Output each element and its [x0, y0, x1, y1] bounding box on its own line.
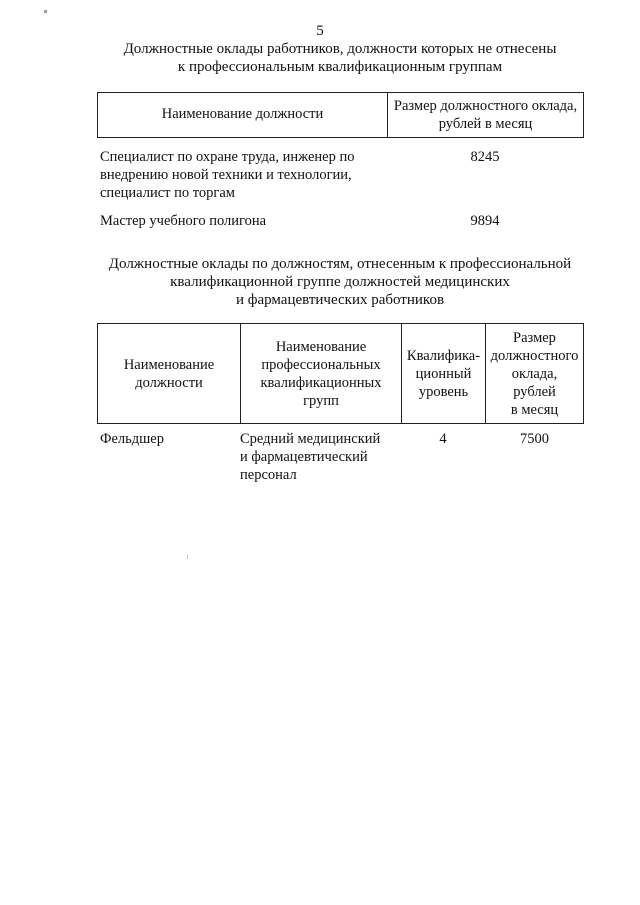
group-line: Средний медицинский: [240, 431, 381, 447]
position-line: специалист по торгам: [100, 185, 235, 201]
header-line: Наименование: [123, 356, 215, 373]
table2-header: [97, 323, 584, 424]
table2-row-position: Фельдшер: [100, 431, 164, 447]
header-line: квалификационных: [260, 374, 382, 391]
table2-row: [100, 430, 584, 484]
scan-artifact: [187, 555, 188, 559]
page-number: 5: [316, 23, 324, 39]
table2-header-group: [241, 324, 402, 423]
header-line: должности: [135, 374, 203, 391]
section1-title: [80, 40, 600, 76]
header-line: Размер: [513, 329, 556, 346]
table2-header-level: [402, 324, 486, 423]
table2-header-position: [98, 324, 241, 423]
header-line: должностного: [490, 347, 579, 364]
header-line: групп: [303, 392, 339, 409]
table1-row-salary: 8245: [470, 149, 500, 165]
header-line: уровень: [418, 383, 469, 400]
header-line: оклада,: [511, 365, 558, 382]
group-line: и фармацевтический: [240, 449, 368, 465]
table1-row: [100, 212, 584, 230]
scan-artifact: [44, 10, 47, 13]
section2-title: [70, 255, 610, 309]
position-line: Мастер учебного полигона: [100, 213, 267, 229]
table1-row: [100, 148, 584, 202]
group-line: персонал: [240, 467, 297, 483]
position-line: внедрению новой техники и технологии,: [100, 167, 352, 183]
header-line: в месяц: [510, 401, 559, 418]
table1-header-position: Наименование должности: [98, 93, 388, 137]
table2-header-salary: [486, 324, 583, 423]
section2-title-line: Должностные оклады по должностям, отнесенным к профессиональной: [108, 256, 572, 272]
header-line: профессиональных: [261, 356, 381, 373]
table1-header-salary: Размер должностного оклада, рублей в месяц: [393, 98, 578, 132]
header-line: рублей: [513, 383, 556, 400]
section1-title-line: к профессиональным квалификационным группам: [177, 59, 503, 75]
header-line: Квалифика-: [406, 347, 481, 364]
table2-row-level: 4: [439, 431, 447, 447]
header-line: ционный: [415, 365, 472, 382]
table2-row-salary: 7500: [520, 431, 549, 447]
section2-title-line: квалификационной группе должностей медицинских: [170, 274, 510, 290]
table1-header: [97, 92, 584, 138]
section2-title-line: и фармацевтических работников: [235, 292, 445, 308]
header-line: Наименование: [275, 338, 367, 355]
section1-title-line: Должностные оклады работников, должности которых не отнесены: [123, 41, 557, 57]
table2-row-group: [240, 430, 401, 484]
table1-row-position: [100, 148, 386, 202]
table1-row-position: [100, 212, 386, 230]
table1-row-salary: 9894: [470, 213, 500, 229]
position-line: Специалист по охране труда, инженер по: [100, 149, 355, 165]
